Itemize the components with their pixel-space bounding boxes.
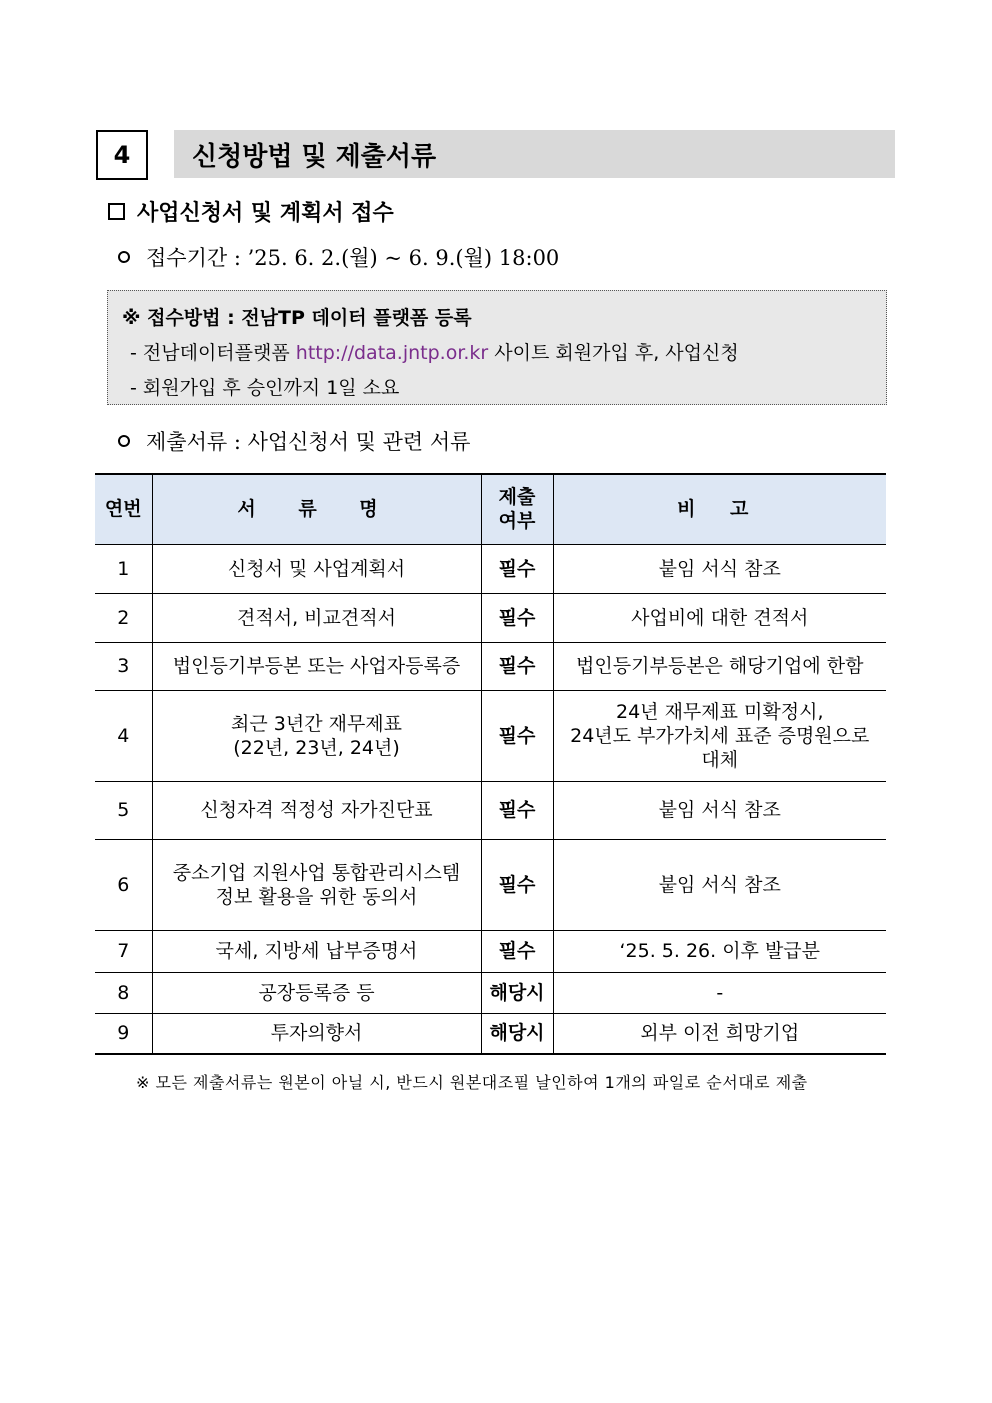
table-header-row (95, 474, 886, 544)
notice-line-2: - 회원가입 후 승인까지 1일 소요 (130, 377, 400, 399)
documents-text: 제출서류 : 사업신청서 및 관련 서류 (146, 430, 471, 454)
document-name-text: 공장등록증 등 (258, 981, 375, 1004)
row-number (95, 839, 152, 930)
table-row (95, 1013, 886, 1054)
submit-status-text: 해당시 (489, 981, 545, 1004)
document-name-text: 법인등기부등본 또는 사업자등록증 (172, 655, 461, 677)
table-row (95, 972, 886, 1013)
submit-status (481, 1013, 553, 1054)
table-row (95, 839, 886, 930)
subheading-text: 사업신청서 및 계획서 접수 (137, 201, 394, 226)
document-name (152, 839, 481, 930)
submit-status-text: 필수 (498, 940, 536, 962)
document-name-text-2: 정보 활용을 위한 동의서 (215, 885, 418, 908)
notice-line-1-prefix: - 전남데이터플랫폼 (130, 342, 296, 364)
notice-line-1 (122, 336, 872, 371)
document-name-text: 중소기업 지원사업 통합관리시스템 (172, 861, 461, 884)
table-row (95, 781, 886, 839)
row-number (95, 781, 152, 839)
row-number (95, 690, 152, 781)
document-name (152, 1013, 481, 1054)
document-name (152, 781, 481, 839)
platform-url-link[interactable]: http://data.jntp.or.kr (295, 342, 489, 364)
submit-status (481, 972, 553, 1013)
document-note (553, 1013, 886, 1054)
checkbox-bullet-icon (108, 203, 125, 220)
document-note (553, 839, 886, 930)
document-name-text: 견적서, 비교견적서 (237, 606, 396, 629)
row-number (95, 930, 152, 972)
notice-line-1-suffix: 사이트 회원가입 후, 사업신청 (488, 342, 739, 364)
document-note-text: 법인등기부등본은 해당기업에 한함 (576, 655, 864, 677)
document-note-text: - (716, 981, 724, 1004)
document-note (553, 642, 886, 690)
document-name-text-2: (22년, 23년, 24년) (233, 736, 400, 759)
document-note-text: 붙임 서식 참조 (658, 799, 781, 821)
circle-bullet-icon (118, 435, 130, 447)
header-note: 비 고 (553, 474, 886, 544)
table-row (95, 593, 886, 642)
row-number (95, 1013, 152, 1054)
document-note-text: ‘25. 5. 26. 이후 발급분 (619, 940, 821, 962)
row-number (95, 593, 152, 642)
header-submit (481, 474, 553, 544)
period-line (118, 242, 559, 272)
submit-status (481, 593, 553, 642)
row-number (95, 642, 152, 690)
row-number-text: 1 (117, 557, 130, 580)
document-note (553, 593, 886, 642)
document-name (152, 642, 481, 690)
circle-bullet-icon (118, 251, 130, 263)
notice-box (107, 290, 887, 405)
document-note-text: 붙임 서식 참조 (658, 873, 781, 896)
document-name (152, 690, 481, 781)
period-text: 접수기간 : ’25. 6. 2.(월) ~ 6. 9.(월) 18:00 (146, 246, 560, 270)
footnote: ※ 모든 제출서류는 원본이 아닐 시, 반드시 원본대조필 날인하여 1개의 파일로 순서대로 제출 (136, 1073, 808, 1092)
notice-title: ※ 접수방법 : 전남TP 데이터 플랫폼 등록 (122, 307, 472, 329)
submit-status (481, 930, 553, 972)
submit-status-text: 필수 (498, 606, 536, 629)
table-row (95, 544, 886, 593)
submit-status (481, 781, 553, 839)
table-row (95, 642, 886, 690)
document-note (553, 781, 886, 839)
row-number-text: 8 (117, 981, 130, 1004)
row-number-text: 4 (117, 724, 130, 747)
header-submit-line1: 제출 (498, 486, 536, 509)
document-name (152, 930, 481, 972)
submit-status (481, 690, 553, 781)
document-name (152, 593, 481, 642)
document-name-text: 국세, 지방세 납부증명서 (215, 940, 418, 962)
document-note (553, 544, 886, 593)
table-row (95, 690, 886, 781)
submit-status-text: 필수 (498, 799, 536, 821)
submit-status (481, 642, 553, 690)
submit-status-text: 필수 (498, 557, 536, 580)
document-note-text: 24년 재무제표 미확정시, (616, 700, 824, 723)
submit-status-text: 해당시 (489, 1022, 545, 1045)
documents-line (118, 426, 470, 456)
section-title: 신청방법 및 제출서류 (174, 130, 895, 178)
document-note (553, 930, 886, 972)
submit-status-text: 필수 (498, 873, 536, 896)
row-number-text: 3 (117, 655, 130, 677)
document-name-text: 최근 3년간 재무제표 (231, 712, 402, 735)
document-name-text: 투자의향서 (270, 1022, 363, 1045)
table-row (95, 930, 886, 972)
section-number: 4 (96, 130, 148, 180)
documents-table (95, 473, 886, 1055)
submit-status-text: 필수 (498, 724, 536, 747)
row-number-text: 5 (117, 799, 130, 821)
submit-status (481, 544, 553, 593)
document-note-text: 붙임 서식 참조 (658, 557, 781, 580)
document-note-text: 사업비에 대한 견적서 (631, 606, 809, 629)
document-name (152, 544, 481, 593)
submit-status-text: 필수 (498, 655, 536, 677)
row-number-text: 7 (117, 940, 130, 962)
row-number-text: 9 (117, 1022, 130, 1045)
submit-status (481, 839, 553, 930)
row-number-text: 6 (117, 873, 130, 896)
document-note-text: 외부 이전 희망기업 (640, 1022, 800, 1045)
subheading (108, 196, 394, 227)
header-name: 서 류 명 (152, 474, 481, 544)
document-name-text: 신청자격 적정성 자가진단표 (200, 799, 433, 821)
row-number (95, 544, 152, 593)
document-name-text: 신청서 및 사업계획서 (227, 557, 406, 580)
document-note-text-2: 24년도 부가가치세 표준 증명원으로 (570, 724, 870, 747)
document-note-text-3: 대체 (701, 748, 739, 771)
row-number-text: 2 (117, 606, 130, 629)
header-submit-line2: 여부 (498, 510, 536, 533)
row-number (95, 972, 152, 1013)
header-no: 연번 (95, 474, 152, 544)
document-note (553, 690, 886, 781)
document-name (152, 972, 481, 1013)
document-note (553, 972, 886, 1013)
